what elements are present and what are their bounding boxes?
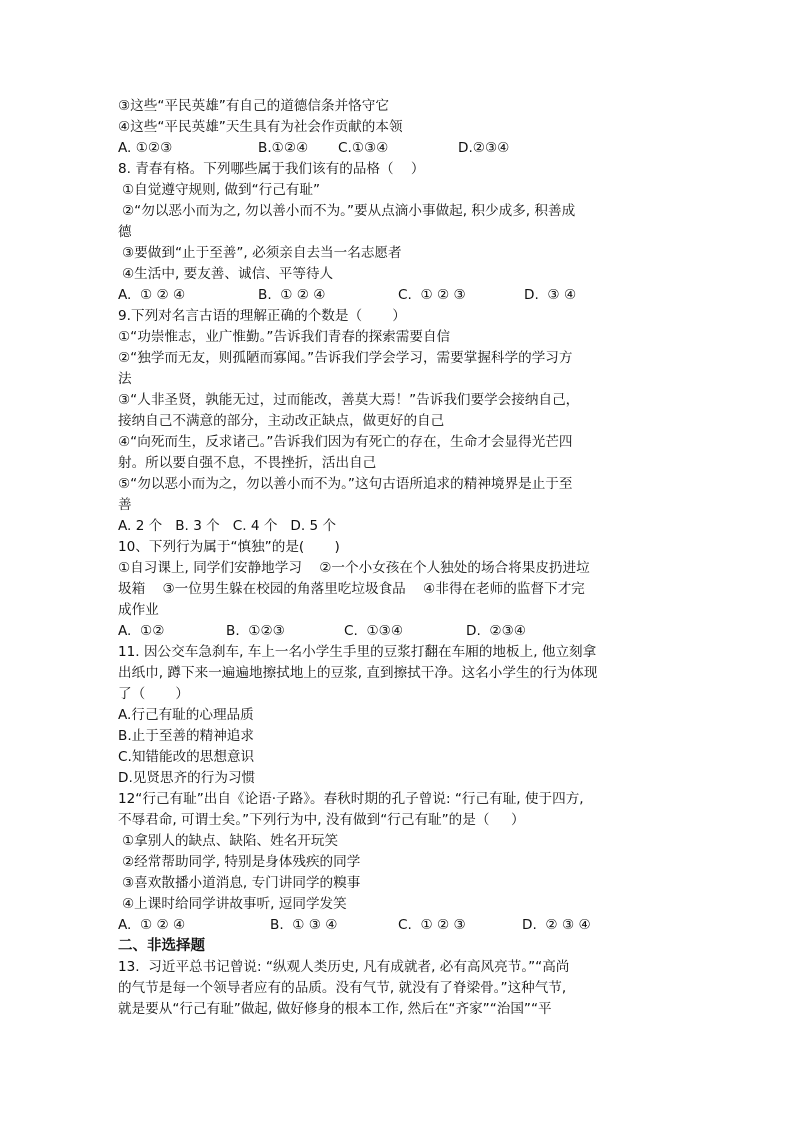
q11-option-a: A.行己有耻的心理品质: [118, 707, 254, 723]
q8-options: [118, 285, 688, 306]
q12-options: [118, 915, 688, 936]
q8-option-d: D. ③ ④: [524, 287, 577, 303]
q12-option-c: C. ① ② ③: [398, 917, 466, 933]
q9-statement-5-cont: 善: [118, 497, 132, 513]
q12-stem-line-2: 不辱君命, 可谓士矣。”下列行为中, 没有做到“行己有耻”的是（ ）: [118, 812, 525, 828]
q12-option-a: A. ① ② ④: [118, 917, 186, 933]
q10-option-c: C. ①③④: [344, 623, 404, 639]
q13-line-1: 13. 习近平总书记曾说: “纵观人类历史, 凡有成就者, 必有高风亮节。”“高尚: [118, 959, 570, 975]
q8-stem: 8. 青春有格。下列哪些属于我们该有的品格（ ）: [118, 161, 425, 177]
q8-statement-3: ③要做到“止于至善”, 必须亲自去当一名志愿者: [122, 245, 402, 261]
q10-statements-line-3: 成作业: [118, 602, 159, 618]
q8-statement-4: ④生活中, 要友善、诚信、平等待人: [122, 266, 334, 282]
q7-option-c: C.①③④: [338, 140, 389, 156]
q8-option-b: B. ① ② ④: [258, 287, 326, 303]
q10-option-d: D. ②③④: [466, 623, 526, 639]
q11-stem-line-3: 了（ ）: [118, 686, 190, 702]
q9-statement-4: ④“向死而生，反求诸己。”告诉我们因为有死亡的存在，生命才会显得光芒四: [118, 434, 573, 450]
q11-option-c: C.知错能改的思想意识: [118, 749, 255, 765]
q8-statement-1: ①自觉遵守规则, 做到“行己有耻”: [122, 182, 321, 198]
q9-stem: 9.下列对名言古语的理解正确的个数是（ ）: [118, 308, 406, 324]
q11-stem-line-1: 11. 因公交车急刹车, 车上一名小学生手里的豆浆打翻在车厢的地板上, 他立刻拿: [118, 644, 597, 660]
q12-statement-4: ④上课时给同学讲故事听, 逗同学发笑: [122, 896, 347, 912]
q9-statement-4-cont: 射。所以要自强不息，不畏挫折，活出自己: [118, 455, 377, 471]
q7-option-d: D.②③④: [458, 140, 510, 156]
q7-option-b: B.①②④: [258, 140, 309, 156]
q12-option-b: B. ① ③ ④: [270, 917, 338, 933]
q10-options: [118, 621, 688, 642]
q9-statement-5: ⑤“勿以恶小而为之，勿以善小而不为。”这句古语所追求的精神境界是止于至: [118, 476, 573, 492]
q12-stem-line-1: 12“行己有耻”出自《论语·子路》。春秋时期的孔子曾说: “行己有耻, 使于四方,: [118, 791, 584, 807]
q9-statement-2: ②“独学而无友，则孤陋而寡闻。”告诉我们学会学习，需要掌握科学的学习方: [118, 350, 573, 366]
q10-option-a: A. ①②: [118, 623, 165, 639]
q8-option-a: A. ① ② ④: [118, 287, 186, 303]
q13-line-3: 就是要从“行己有耻”做起, 做好修身的根本工作, 然后在“齐家”“治国”“平: [118, 1001, 552, 1017]
q10-option-b: B. ①②③: [226, 623, 285, 639]
q9-statement-3: ③“人非圣贤，孰能无过，过而能改，善莫大焉！”告诉我们要学会接纳自己，: [118, 392, 580, 408]
q7-statement-3: ③这些“平民英雄”有自己的道德信条并恪守它: [118, 98, 389, 114]
section-heading: 二、非选择题: [118, 938, 205, 954]
q9-statement-2-cont: 法: [118, 371, 132, 387]
q12-statement-2: ②经常帮助同学, 特别是身体残疾的同学: [122, 854, 361, 870]
q7-statement-4: ④这些“平民英雄”天生具有为社会作贡献的本领: [118, 119, 403, 135]
q9-statement-3-cont: 接纳自己不满意的部分，主动改正缺点，做更好的自己: [118, 413, 445, 429]
q10-stem: 10、下列行为属于“慎独”的是( ): [118, 539, 340, 555]
q9-statement-1: ①“功崇惟志，业广惟勤。”告诉我们青春的探索需要自信: [118, 329, 451, 345]
q7-option-a: A. ①②③: [118, 140, 173, 156]
q9-options: A. 2 个 B. 3 个 C. 4 个 D. 5 个: [118, 518, 337, 534]
q10-statements-line-1: ①自习课上, 同学们安静地学习 ②一个小女孩在个人独处的场合将果皮扔进垃: [118, 560, 590, 576]
q11-option-b: B.止于至善的精神追求: [118, 728, 254, 744]
q11-stem-line-2: 出纸巾, 蹲下来一遍遍地擦拭地上的豆浆, 直到擦拭干净。这名小学生的行为体现: [118, 665, 598, 681]
q12-statement-1: ①拿别人的缺点、缺陷、姓名开玩笑: [122, 833, 339, 849]
exam-page: [118, 96, 688, 1020]
q12-statement-3: ③喜欢散播小道消息, 专门讲同学的糗事: [122, 875, 361, 891]
q13-line-2: 的气节是每一个领导者应有的品质。没有气节, 就没有了脊梁骨。”这种气节,: [118, 980, 567, 996]
q11-option-d: D.见贤思齐的行为习惯: [118, 770, 256, 786]
q7-options: [118, 138, 688, 159]
q8-statement-2: ②“勿以恶小而为之, 勿以善小而不为。”要从点滴小事做起, 积少成多, 积善成: [122, 203, 576, 219]
q10-statements-line-2: 圾箱 ③一位男生躲在校园的角落里吃垃圾食品 ④非得在老师的监督下才完: [118, 581, 585, 597]
q8-statement-2-cont: 德: [118, 224, 132, 240]
q12-option-d: D. ② ③ ④: [522, 917, 591, 933]
q8-option-c: C. ① ② ③: [398, 287, 466, 303]
